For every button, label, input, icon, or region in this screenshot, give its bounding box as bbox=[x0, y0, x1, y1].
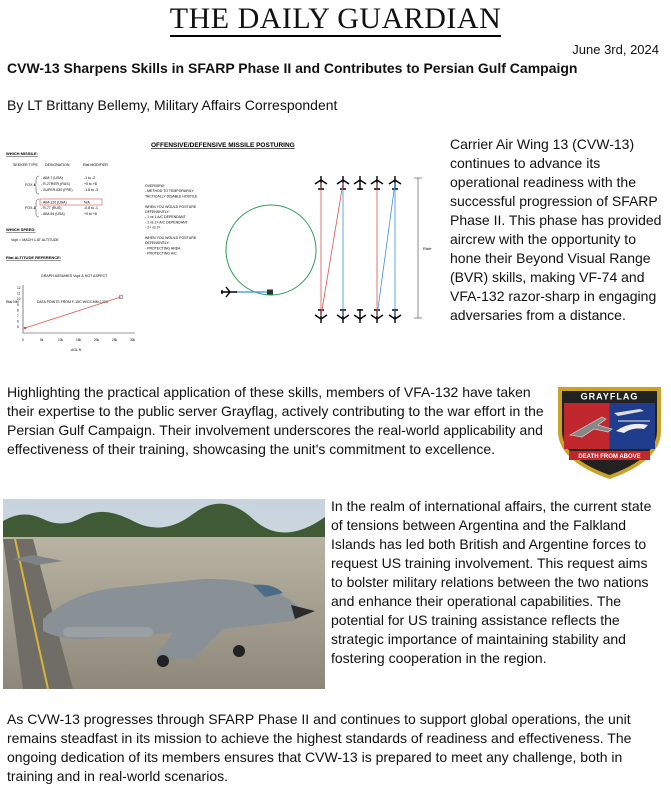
altitude-graph bbox=[6, 285, 136, 352]
fox1-mod-2: +0 to +8 bbox=[84, 182, 97, 186]
graph-x-tick: 25k bbox=[112, 338, 118, 342]
missile-icon bbox=[267, 290, 273, 295]
graph-y-tick: 10 bbox=[17, 297, 21, 302]
fox3-missile-1: - AIM-120 (USA) bbox=[41, 200, 67, 205]
graph-y-label: Rlat NM bbox=[6, 300, 19, 304]
aircraft-photo bbox=[3, 499, 325, 689]
fox1-missile-1: - AIM-7 (USA) bbox=[41, 176, 63, 180]
masthead-title: THE DAILY GUARDIAN bbox=[169, 2, 502, 35]
overview-line: TACTICALLY DISABLE HOSTILE bbox=[145, 194, 198, 199]
which-missile-label: WHICH MISSILE: bbox=[6, 151, 38, 156]
overview-line: - 1 vs 1 A/C DEPENDANT bbox=[145, 215, 186, 220]
diagram-title: OFFENSIVE/DEFENSIVE MISSILE POSTURING bbox=[151, 142, 295, 149]
data-points-note-text: DATA POINTS FROM F-15C W/CS AIM-120C bbox=[37, 300, 109, 304]
badge-bottom-text: DEATH FROM ABOVE bbox=[578, 454, 641, 460]
fox1-label: FOX-1 bbox=[25, 183, 36, 187]
overview-line: - 1 vs 2+ A/C DEPENDANT bbox=[145, 220, 188, 225]
fox1-mod-3: -1.8 to -3 bbox=[84, 188, 99, 192]
overview-line: OVERVIEW: bbox=[145, 184, 165, 188]
fox1-mod-1: -1 to -2 bbox=[84, 176, 96, 180]
graph-y-tick: 5 bbox=[17, 325, 19, 330]
speed-rule: Vopt = MACH 1 AT ALTITUDE bbox=[11, 238, 59, 242]
graph-y-tick: 11 bbox=[17, 291, 21, 296]
track-line-6 bbox=[377, 183, 395, 316]
graph-x-label: AGL ft bbox=[71, 348, 81, 352]
altitude-reference-label: Rlat ALTITUDE REFERENCE: bbox=[6, 255, 62, 260]
fox3-missile-2: - R-77 (RUS) bbox=[41, 206, 62, 210]
paragraph-2: Highlighting the practical application of these skills, members of VFA-132 have taken their expertise to the public server Grayflag, actively contributing to the war effort in the Persian Gulf Campaign. Their involvement underscores the real-world applicability and effectiveness of their training, showcasing the unit's commitment to excellence. bbox=[7, 384, 544, 457]
photo-drop-tank bbox=[63, 627, 153, 637]
data-points-note bbox=[37, 300, 109, 304]
graph-y-tick: 6 bbox=[17, 319, 19, 324]
graph-y-tick: 12 bbox=[17, 286, 21, 290]
overview-line: - METHOD TO TEMPORARILY bbox=[145, 189, 194, 194]
fox3-mod-3: +0 to +8 bbox=[84, 212, 97, 216]
col-designation: DESIGNATION bbox=[45, 163, 70, 167]
which-speed-label: WHICH SPEED: bbox=[6, 227, 36, 232]
overview-line: WHEN YOU WOULD POSTURE bbox=[145, 204, 197, 209]
overview-line: - PROTECTING AREA bbox=[145, 246, 181, 251]
graph-x-tick: 10k bbox=[58, 338, 64, 342]
track-line-3 bbox=[321, 183, 343, 316]
graph-note: GRAPH ASSUMES Vopt & HOT ASPECT bbox=[41, 274, 108, 278]
overview-line: OFFENSIVELY: bbox=[145, 210, 170, 214]
paragraph-1: Carrier Air Wing 13 (CVW-13) continues to advance its operational readiness with the successful progression of SFARP Phase II. This phase has provided aircrew with the opportunity to hone their Beyond Visual Range (BVR) skills, making VF-74 and VFA-132 razor-sharp in engaging adversaries from a distance. bbox=[450, 136, 662, 323]
photo-wheel bbox=[233, 645, 245, 657]
fox1-missile-2: - R-27R/ER (RUS) bbox=[41, 182, 70, 186]
overview-notes bbox=[145, 184, 198, 256]
overview-line: WHEN YOU WOULD POSTURE bbox=[145, 236, 197, 240]
posture-circle bbox=[226, 205, 316, 295]
graph-y-tick: 9 bbox=[17, 302, 19, 307]
fox3-missile-3: - AIM-54 (USA) bbox=[41, 212, 65, 216]
graph-x-tick: 20k bbox=[94, 338, 100, 342]
fox3-mod-1: N/A bbox=[84, 200, 90, 205]
fox3-label: FOX-3 bbox=[25, 206, 36, 210]
fox3-mod-2: -0.8 to -1 bbox=[84, 206, 99, 210]
graph-x-tick: 15k bbox=[76, 338, 82, 342]
paragraph-3: In the realm of international affairs, the current state of tensions between Argentina and the Falkland Islands has led both British and Argentine forces to request US training involvement. This request aims to bolster military relations between the two nations and enhance their operational capabilities. The potential for US training assistance reflects the strategic importance of maintaining stability and fostering cooperation in the region. bbox=[331, 498, 652, 666]
rlat-label: Rlat+ bbox=[423, 247, 432, 251]
jet-icon bbox=[354, 309, 366, 323]
badge-top-text: GRAYFLAG bbox=[580, 391, 639, 402]
graph-x-tick: 0 bbox=[22, 338, 24, 342]
graph-y-tick: 8 bbox=[17, 308, 19, 313]
grayflag-badge bbox=[552, 383, 667, 481]
aircraft-formation bbox=[315, 176, 401, 323]
headline: CVW-13 Sharpens Skills in SFARP Phase II and Contributes to Persian Gulf Campaign bbox=[7, 60, 578, 76]
fox1-missile-3: - SUPER-530 (FRE) bbox=[41, 188, 73, 192]
missile-posturing-diagram bbox=[3, 133, 443, 363]
graph-y-tick: 7 bbox=[17, 314, 19, 318]
jet-icon bbox=[354, 176, 366, 190]
col-seeker: SEEKER TYPE bbox=[13, 163, 38, 167]
publication-date: June 3rd, 2024 bbox=[572, 42, 659, 57]
masthead bbox=[0, 2, 671, 36]
graph-x-tick: 30k bbox=[130, 338, 136, 342]
graph-x-tick: 5k bbox=[40, 338, 44, 342]
graph-start-point bbox=[24, 327, 27, 330]
photo-wheel-rear bbox=[157, 655, 169, 667]
col-rlat-modifier: Rlat MODIFIER bbox=[83, 163, 108, 167]
overview-line: - PROTECTING A/C bbox=[145, 251, 177, 256]
paragraph-4: As CVW-13 progresses through SFARP Phase II and continues to support global operations, the unit remains steadfast in its mission to achieve the highest standards of readiness and effectiveness. The ongoing dedication of its members ensures that CVW-13 is prepared to meet any challenge, both in training and in real-world scenarios. bbox=[7, 711, 632, 784]
byline: By LT Brittany Bellemy, Military Affairs Correspondent bbox=[7, 97, 338, 113]
aircraft-icon bbox=[221, 287, 237, 297]
overview-line: DEFENSIVELY: bbox=[145, 241, 170, 246]
overview-line: - 2+ vs 2+ bbox=[145, 225, 161, 230]
